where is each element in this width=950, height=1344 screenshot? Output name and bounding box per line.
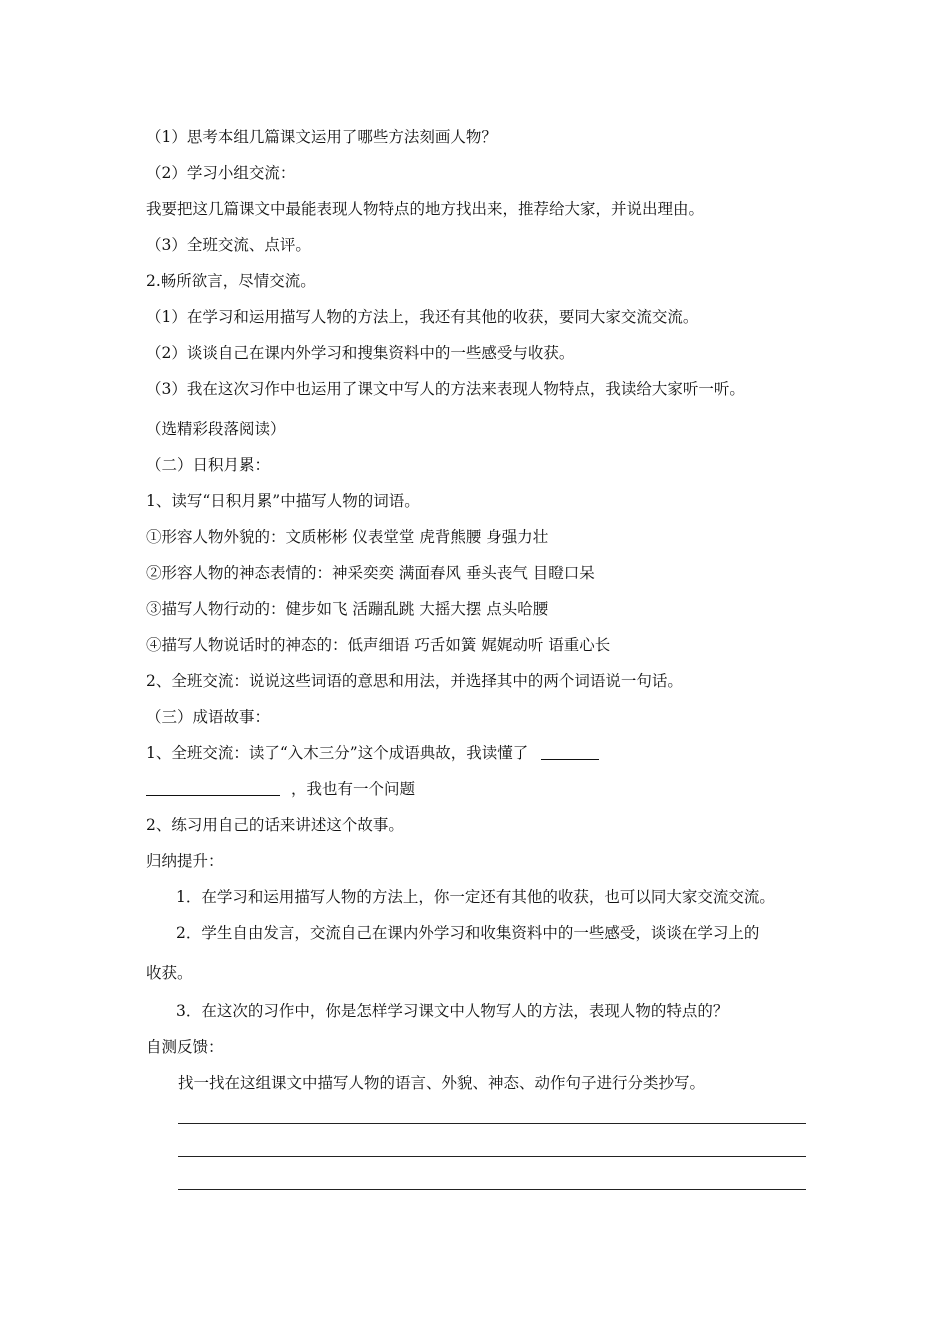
text-line: 2、练习用自己的话来讲述这个故事。 [146,816,404,834]
text-line: 1．在学习和运用描写人物的方法上，你一定还有其他的收获，也可以同大家交流交流。 [176,888,775,906]
text-line: 2、全班交流：说说这些词语的意思和用法，并选择其中的两个词语说一句话。 [146,672,683,690]
text-line: （3）我在这次习作中也运用了课文中写人的方法来表现人物特点，我读给大家听一听。 [146,380,745,398]
fill-in-line [146,743,599,763]
text-line: 2.畅所欲言，尽情交流。 [146,272,316,290]
fill-in-line [146,779,415,799]
answer-blank[interactable] [541,743,599,760]
text-line: （1）在学习和运用描写人物的方法上，我还有其他的收获，要同大家交流交流。 [146,308,699,326]
writing-line[interactable] [178,1123,806,1124]
answer-blank[interactable] [146,779,280,796]
vocab-line: ②形容人物的神态表情的：神采奕奕 满面春风 垂头丧气 目瞪口呆 [146,564,595,582]
writing-line[interactable] [178,1156,806,1157]
text-line: （2）谈谈自己在课内外学习和搜集资料中的一些感受与收获。 [146,344,575,362]
text-line: 我要把这几篇课文中最能表现人物特点的地方找出来，推荐给大家，并说出理由。 [146,200,705,218]
text-line: （1）思考本组几篇课文运用了哪些方法刻画人物？ [146,128,497,146]
writing-line[interactable] [178,1189,806,1190]
section-heading: （二）日积月累： [146,456,271,474]
text-line: 3．在这次的习作中，你是怎样学习课文中人物写人的方法，表现人物的特点的？ [176,1002,729,1020]
text-line: 2．学生自由发言，交流自己在课内外学习和收集资料中的一些感受，谈谈在学习上的 [176,924,760,942]
fill-in-prompt: 1、全班交流：读了“入木三分”这个成语典故，我读懂了 [146,744,529,762]
text-line: 收获。 [146,964,193,982]
text-line: （3）全班交流、点评。 [146,236,311,254]
text-line: 1、读写“日积月累”中描写人物的词语。 [146,492,420,510]
section-heading: 自测反馈： [146,1038,224,1056]
vocab-line: ③描写人物行动的：健步如飞 活蹦乱跳 大摇大摆 点头哈腰 [146,600,549,618]
section-heading: 归纳提升： [146,852,224,870]
text-line: （选精彩段落阅读） [146,420,286,438]
vocab-line: ④描写人物说话时的神态的：低声细语 巧舌如簧 娓娓动听 语重心长 [146,636,611,654]
section-heading: （三）成语故事： [146,708,271,726]
text-line: 找一找在这组课文中描写人物的语言、外貌、神态、动作句子进行分类抄写。 [178,1074,706,1092]
text-line: （2）学习小组交流： [146,164,296,182]
vocab-line: ①形容人物外貌的：文质彬彬 仪表堂堂 虎背熊腰 身强力壮 [146,528,549,546]
fill-in-suffix: ，我也有一个问题 [290,780,415,798]
